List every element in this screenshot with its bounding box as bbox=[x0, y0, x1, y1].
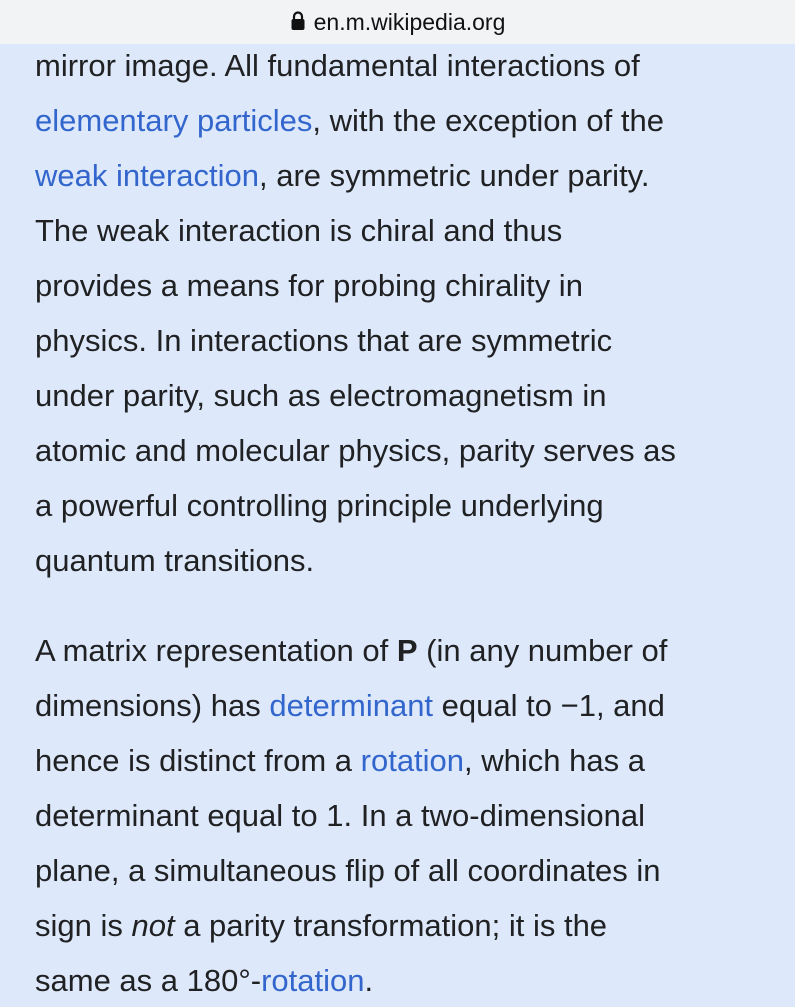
paragraph-text: . bbox=[364, 963, 374, 998]
paragraph-line bbox=[35, 843, 765, 898]
paragraph-text: , which has a bbox=[464, 743, 645, 778]
paragraph-line bbox=[35, 368, 765, 423]
paragraph-text: mirror image. All fundamental interactions of bbox=[35, 48, 640, 83]
elementary-particles-link[interactable]: elementary particles bbox=[35, 103, 313, 138]
article-content bbox=[0, 44, 795, 1007]
paragraph-line bbox=[35, 533, 765, 588]
paragraph-text: dimensions) has bbox=[35, 688, 270, 723]
parity-operator-symbol: P bbox=[396, 633, 418, 668]
paragraph-text: a powerful controlling principle underlying bbox=[35, 488, 604, 523]
weak-interaction-link[interactable]: weak interaction bbox=[35, 158, 260, 193]
rotation-link[interactable]: rotation bbox=[261, 963, 365, 998]
paragraph-text: sign is bbox=[35, 908, 132, 943]
paragraph-line bbox=[35, 148, 765, 203]
paragraph-text: equal to −1, and bbox=[433, 688, 665, 723]
paragraph-line bbox=[35, 733, 765, 788]
paragraph-text: same as a 180°- bbox=[35, 963, 262, 998]
browser-address-bar[interactable] bbox=[0, 0, 795, 45]
paragraph-text: A matrix representation of bbox=[35, 633, 397, 668]
paragraph-text: plane, a simultaneous flip of all coordinates in bbox=[35, 853, 661, 888]
paragraph-line bbox=[35, 953, 765, 1007]
emphasized-word: not bbox=[131, 908, 175, 943]
paragraph-text: under parity, such as electromagnetism in bbox=[35, 378, 607, 413]
paragraph-text: atomic and molecular physics, parity serves as bbox=[35, 433, 676, 468]
paragraph-line bbox=[35, 258, 765, 313]
paragraph-line bbox=[35, 44, 765, 93]
paragraph-text: a parity transformation; it is the bbox=[174, 908, 608, 943]
url-host[interactable]: en.m.wikipedia.org bbox=[313, 8, 506, 35]
paragraph-line bbox=[35, 623, 765, 678]
paragraph-line bbox=[35, 678, 765, 733]
paragraph-text: quantum transitions. bbox=[35, 543, 315, 578]
paragraph-line bbox=[35, 203, 765, 258]
paragraph-text: The weak interaction is chiral and thus bbox=[35, 213, 563, 248]
paragraph-line bbox=[35, 788, 765, 843]
article-paragraph-parity-symmetry bbox=[35, 44, 765, 588]
paragraph-text: physics. In interactions that are symmetric bbox=[35, 323, 613, 358]
determinant-link[interactable]: determinant bbox=[269, 688, 434, 723]
paragraph-line bbox=[35, 423, 765, 478]
paragraph-text: hence is distinct from a bbox=[35, 743, 361, 778]
lock-icon bbox=[290, 10, 306, 32]
paragraph-line bbox=[35, 478, 765, 533]
paragraph-text: , are symmetric under parity. bbox=[259, 158, 650, 193]
paragraph-text: provides a means for probing chirality in bbox=[35, 268, 583, 303]
paragraph-line bbox=[35, 93, 765, 148]
paragraph-text: , with the exception of the bbox=[312, 103, 664, 138]
paragraph-line bbox=[35, 898, 765, 953]
rotation-link[interactable]: rotation bbox=[360, 743, 465, 778]
paragraph-line bbox=[35, 313, 765, 368]
article-paragraph-matrix-representation bbox=[35, 623, 765, 1007]
paragraph-text: determinant equal to 1. In a two-dimensional bbox=[35, 798, 646, 833]
paragraph-text: (in any number of bbox=[417, 633, 668, 668]
